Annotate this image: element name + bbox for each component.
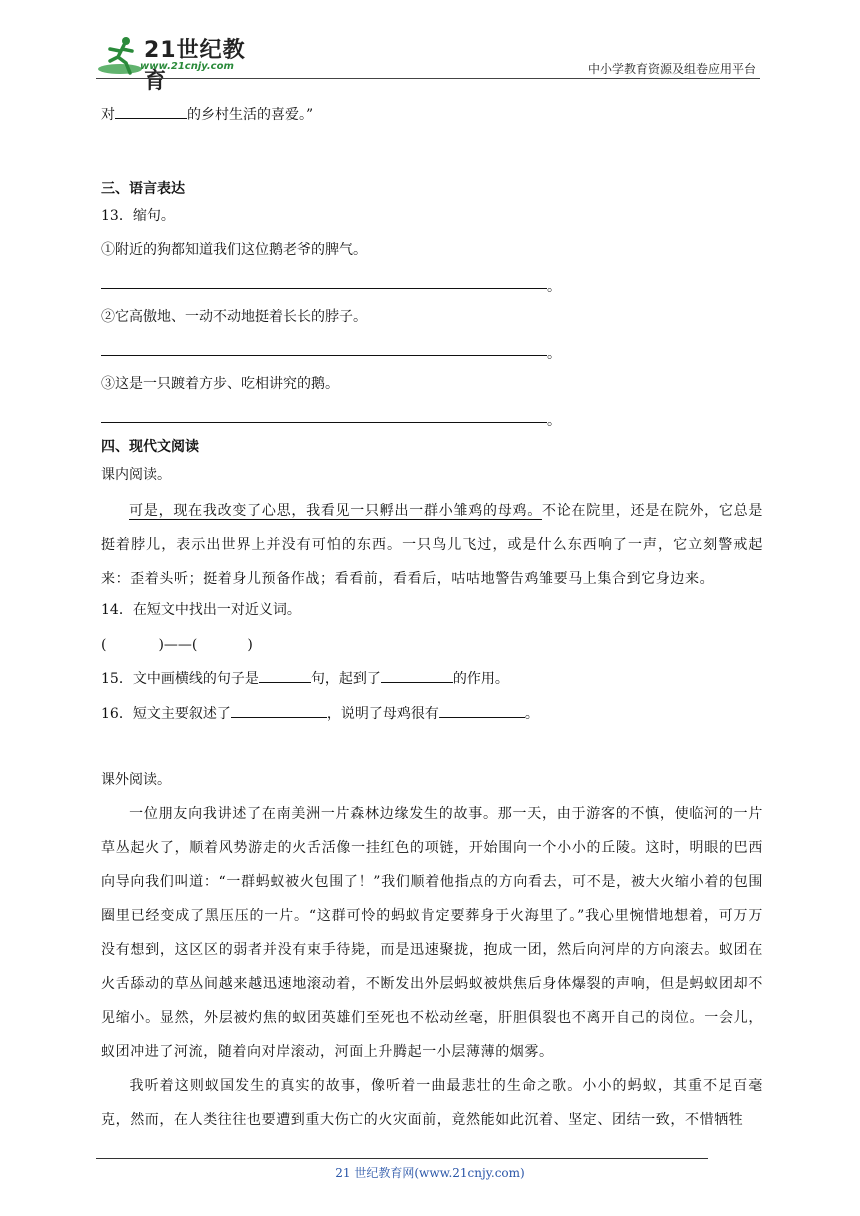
footer-divider [96, 1158, 708, 1159]
sentence-item: ①附近的狗都知道我们这位鹅老爷的脾气。 [101, 242, 367, 258]
header-divider [96, 78, 760, 79]
section-heading: 三、语言表达 [101, 181, 185, 197]
inclass-passage: 可是，现在我改变了心思，我看见一只孵出一群小雏鸡的母鸡。不论在院里，还是在院外，它总是挺着脖儿，表示出世界上并没有可怕的东西。一只鸟儿飞过，或是什么东西响了一声，它立刻警戒起来：歪着头听；挺着身儿预备作战；看看前，看看后，咕咕地警告鸡雏要马上集合到它身边来。 [101, 503, 763, 587]
answer-line[interactable] [101, 355, 547, 356]
outclass-paragraph: 我听着这则蚁国发生的真实的故事，像听着一曲最悲壮的生命之歌。小小的蚂蚁，其重不足百毫克，然而，在人类往往也要遭到重大伤亡的火灾面前，竟然能如此沉着、坚定、团结一致，不惜牺牲 [101, 1078, 763, 1128]
section-heading: 四、现代文阅读 [101, 439, 199, 455]
question-14: 14．在短文中找出一对近义词。 [101, 602, 301, 618]
question-15: 15．文中画横线的句子是 句，起到了 的作用。 [101, 668, 509, 689]
underlined-sentence: 可是，现在我改变了心思，我看见一只孵出一群小雏鸡的母鸡。 [129, 503, 542, 519]
logo-text: 21世纪教育 [144, 38, 246, 94]
logo-url: www.21cnjy.com [140, 61, 234, 72]
question-16: 16．短文主要叙述了 ，说明了母鸡很有 。 [101, 703, 539, 724]
outclass-label: 课外阅读。 [101, 772, 171, 788]
site-title: 中小学教育资源及组卷应用平台 [587, 62, 756, 76]
answer-blank[interactable] [439, 703, 525, 718]
continued-line: 对 的乡村生活的喜爱。” [101, 104, 313, 125]
outclass-paragraph: 一位朋友向我讲述了在南美洲一片森林边缘发生的故事。那一天，由于游客的不慎，使临河的一片草丛起火了，顺着风势游走的火舌活像一挂红色的项链，开始围向一个小小的丘陵。这时，明眼的巴西向导向我们叫道：“一群蚂蚁被火包围了！”我们顺着他指点的方向看去，可不是，被大火缩小着的包围圈里已经变成了黑压压的一片。“这群可怜的蚂蚁肯定要葬身于火海里了。”我心里惋惜地想着，可万万没有想到，这区区的弱者并没有束手待毙，而是迅速聚拢，抱成一团，然后向河岸的方向滚去。蚁团在火舌舔动的草丛间越来越迅速地滚动着，不断发出外层蚂蚁被烘焦后身体爆裂的声响，但是蚂蚁团却不见缩小。显然，外层被灼焦的蚁团英雄们至死也不松动丝毫，肝胆俱裂也不离开自己的岗位。一会儿，蚁团冲进了河流，随着向对岸滚动，河面上升腾起一小层薄薄的烟雾。 [101, 806, 763, 1060]
answer-blank[interactable] [259, 668, 311, 683]
runner-logo-icon [96, 33, 144, 79]
page-footer: 21 世纪教育网(www.21cnjy.com) [335, 1166, 525, 1180]
page-header [0, 0, 860, 94]
site-logo [96, 33, 266, 94]
answer-blank[interactable] [115, 104, 187, 119]
sentence-item: ③这是一只踱着方步、吃相讲究的鹅。 [101, 376, 339, 392]
q14-answer: ( )——( ) [101, 637, 253, 653]
answer-line[interactable] [101, 288, 547, 289]
sentence-item: ②它高傲地、一动不动地挺着长长的脖子。 [101, 309, 367, 325]
answer-line[interactable] [101, 422, 547, 423]
answer-blank[interactable] [381, 668, 453, 683]
answer-blank[interactable] [231, 703, 327, 718]
inclass-label: 课内阅读。 [101, 467, 171, 483]
question-13: 13．缩句。 [101, 208, 175, 224]
